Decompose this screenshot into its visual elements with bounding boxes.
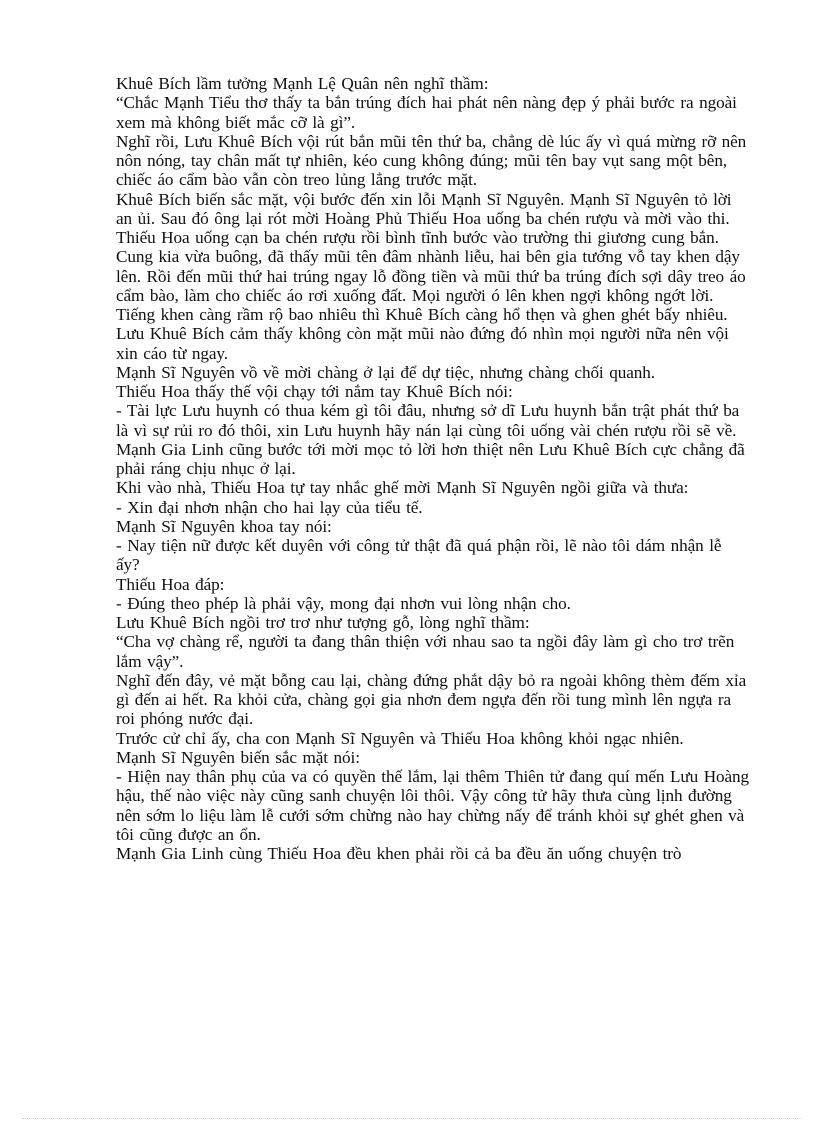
paragraph: Thiếu Hoa uống cạn ba chén rượu rồi bình tĩnh bước vào trường thi giương cung bắn. Cung kia vừa buông, đã thấy mũi tên đâm nhành liễu, hai bên gia tướng vỗ tay khen dậy lên. Rồi đến mũi thứ hai trúng ngay lỗ đồng tiền và mũi thứ ba trúng đích sợi dây treo áo cẩm bào, làm cho chiếc áo rơi xuống đất. Mọi người ó lên khen ngợi không ngớt lời. (116, 228, 746, 305)
paragraph: Nghĩ đến đây, vẻ mặt bỗng cau lại, chàng đứng phắt dậy bỏ ra ngoài không thèm đếm xỉa gì đến ai hết. Ra khỏi cửa, chàng gọi gia nhơn đem ngựa đến rồi tung mình lên ngựa ra roi phóng nước đại. (116, 670, 747, 729)
paragraph: Thiếu Hoa đáp: (116, 574, 225, 594)
paragraph: “Chắc Mạnh Tiểu thơ thấy ta bắn trúng đích hai phát nên nàng đẹp ý phải bước ra ngoài xem mà không biết mắc cỡ là gì”. (116, 93, 737, 132)
paragraph: - Hiện nay thân phụ của va có quyền thế lắm, lại thêm Thiên tử đang quí mến Lưu Hoàng hậu, thế nào việc này cũng sanh chuyện lôi thôi. Vậy công tử hãy thưa cùng lịnh đường nên sớm lo liệu làm lễ cưới sớm chừng nào hay chừng nấy để tránh khỏi sự ghét ghen và tôi cũng được an ổn. (116, 767, 750, 844)
paragraph: “Cha vợ chàng rể, người ta đang thân thiện với nhau sao ta ngồi đây làm gì cho trơ trẽn lắm vậy”. (116, 632, 735, 671)
paragraph: Khuê Bích biến sắc mặt, vội bước đến xin lỗi Mạnh Sĩ Nguyên. Mạnh Sĩ Nguyên tỏ lời an ủi. Sau đó ông lại rót mời Hoàng Phủ Thiếu Hoa uống ba chén rượu và mời vào thi. (116, 189, 732, 228)
paragraph: Mạnh Gia Linh cũng bước tới mời mọc tỏ lời hơn thiệt nên Lưu Khuê Bích cực chẳng đã phải ráng chịu nhục ở lại. (116, 439, 745, 478)
paragraph: Lưu Khuê Bích ngồi trơ trơ như tượng gỗ, lòng nghĩ thầm: (116, 613, 530, 632)
paragraph: Mạnh Gia Linh cùng Thiếu Hoa đều khen phải rồi cả ba đều ăn uống chuyện trò (116, 844, 682, 863)
paragraph: Nghĩ rồi, Lưu Khuê Bích vội rút bắn mũi tên thứ ba, chẳng dè lúc ấy vì quá mừng rỡ nên nôn nóng, tay chân mất tự nhiên, kéo cung không đúng; mũi tên bay vụt sang một bên, chiếc áo cẩm bào vẫn còn treo lủng lẳng trước mặt. (116, 131, 747, 190)
paragraph: - Xin đại nhơn nhận cho hai lạy của tiểu tế. (116, 497, 423, 517)
document-body (116, 74, 750, 863)
paragraph: Trước cử chỉ ấy, cha con Mạnh Sĩ Nguyên và Thiếu Hoa không khỏi ngạc nhiên. (116, 728, 684, 748)
paragraph: - Đúng theo phép là phải vậy, mong đại nhơn vui lòng nhận cho. (116, 593, 571, 613)
paragraph: Thiếu Hoa thấy thế vội chạy tới nắm tay Khuê Bích nói: (116, 382, 513, 401)
paragraph: Khi vào nhà, Thiếu Hoa tự tay nhắc ghế mời Mạnh Sĩ Nguyên ngồi giữa và thưa: (116, 478, 689, 498)
paragraph: Khuê Bích lầm tưởng Mạnh Lệ Quân nên nghĩ thầm: (116, 74, 489, 93)
paragraph: Mạnh Sĩ Nguyên khoa tay nói: (116, 516, 332, 536)
paragraph: - Nay tiện nữ được kết duyên với công tử thật đã quá phận rồi, lẽ nào tôi dám nhận lễ ấy? (116, 536, 722, 575)
paragraph: Tiếng khen càng rầm rộ bao nhiêu thì Khuê Bích càng hổ thẹn và ghen ghét bấy nhiêu. Lưu Khuê Bích cảm thấy không còn mặt mũi nào đứng đó nhìn mọi người nữa nên vội xin cáo từ ngay. (116, 305, 729, 363)
paragraph: Mạnh Sĩ Nguyên vồ về mời chàng ở lại để dự tiệc, nhưng chàng chối quanh. (116, 362, 655, 382)
page-bottom-rule (22, 1118, 802, 1119)
paragraph: Mạnh Sĩ Nguyên biến sắc mặt nói: (116, 747, 360, 767)
paragraph: - Tài lực Lưu huynh có thua kém gì tôi đâu, nhưng sở dĩ Lưu huynh bắn trật phát thứ ba là vì sự rủi ro đó thôi, xin Lưu huynh hãy nán lại cùng tôi uống vài chén rượu rồi sẽ về. (116, 401, 740, 440)
